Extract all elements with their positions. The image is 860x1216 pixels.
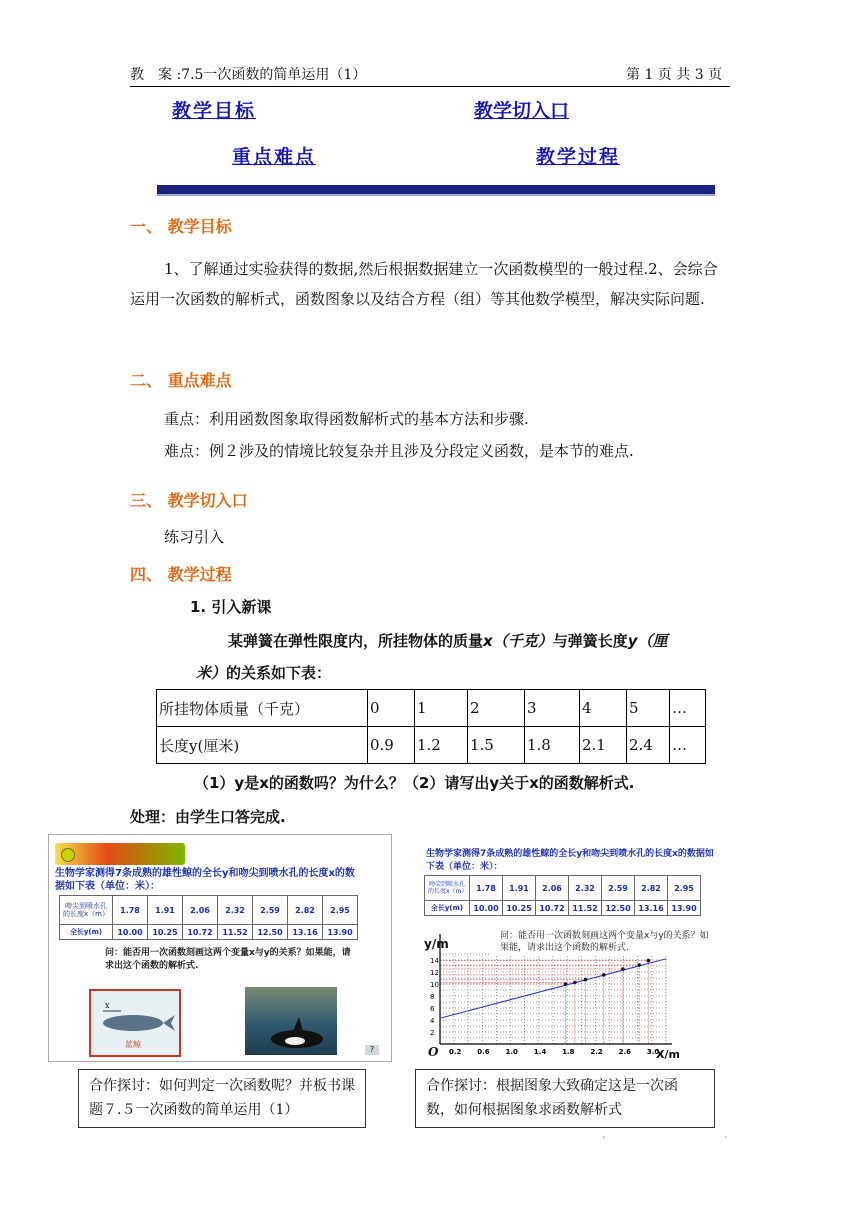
table-cell: 0 — [368, 690, 415, 727]
table-cell: 13.16 — [635, 901, 668, 916]
help-button[interactable]: ? — [365, 1045, 379, 1055]
table-cell: 12.50 — [602, 901, 635, 916]
para-var-y2: 米） — [196, 664, 227, 682]
divider-bar-shadow — [157, 194, 715, 196]
step-title: 1. 引入新课 — [190, 598, 272, 616]
x-tick-label: 0.6 — [477, 1048, 490, 1056]
slide-right-table — [424, 875, 701, 916]
nav-link-entry[interactable]: 教学切入口 — [474, 100, 570, 122]
table-cell: 10.72 — [536, 901, 569, 916]
para-text-c: 的关系如下表： — [226, 664, 332, 682]
chart-origin: O — [428, 1045, 439, 1059]
doc-header-page: 第 1 页 共 3 页 — [626, 67, 723, 83]
slide-right — [410, 844, 728, 1064]
data-point — [621, 967, 625, 971]
table-cell-label: 长度y(厘米) — [157, 727, 368, 764]
section-title-key: 二、 重点难点 — [130, 371, 232, 390]
question-text: （1）y是x的函数吗？为什么？（2）请写出y关于x的函数解析式. — [194, 774, 635, 792]
y-tick-label: 14 — [430, 957, 439, 965]
whale-image — [89, 989, 181, 1057]
section-title-entry: 三、 教学切入口 — [130, 491, 248, 510]
y-tick-label: 12 — [430, 969, 439, 977]
section-title-goals: 一、 教学目标 — [130, 217, 232, 236]
note-right: 合作探讨：根据图象大致确定这是一次函数，如何根据图象求函数解析式 — [415, 1069, 715, 1128]
table-cell: … — [670, 690, 706, 727]
x-tick-label: 2.6 — [618, 1048, 632, 1056]
table-cell: 2.95 — [668, 876, 701, 901]
spring-paragraph-line1 — [228, 626, 668, 656]
para-var-x: x（千克） — [483, 632, 553, 650]
x-tick-label: 1.0 — [505, 1048, 518, 1056]
doc-header-title: 教 案 :7.5一次函数的简单运用（1） — [130, 67, 367, 83]
table-row — [425, 876, 701, 901]
para-var-y: y（厘 — [627, 632, 668, 650]
orca-illustration — [245, 987, 337, 1055]
header-rule — [130, 86, 730, 87]
slide-right-question: 问：能否用一次函数刻画这两个变量x与y的关系？如果能，请求出这个函数的解析式. — [500, 931, 709, 953]
table-cell: 5 — [627, 690, 670, 727]
table-cell: 0.9 — [368, 727, 415, 764]
whale-caption: 蓝鲸 — [125, 1040, 141, 1049]
table-row — [425, 901, 701, 916]
table-cell: 1.78 — [470, 876, 503, 901]
slide-right-intro: 生物学家测得7条成熟的雄性鲸的全长y和吻尖到喷水孔的长度x的数据如下表（单位：米）： — [426, 849, 714, 872]
nav-link-process[interactable]: 教学过程 — [536, 146, 621, 168]
y-tick-label: 8 — [430, 993, 435, 1001]
x-tick-label: 2.2 — [590, 1048, 603, 1056]
table-row — [60, 925, 358, 940]
table-cell: 1.78 — [113, 896, 148, 925]
table-cell-label: 全长y(m) — [60, 925, 113, 940]
x-tick-label: 1.8 — [562, 1048, 575, 1056]
y-tick-label: 2 — [430, 1029, 435, 1037]
data-point — [602, 973, 606, 977]
table-cell: 2.4 — [627, 727, 670, 764]
data-point — [584, 978, 588, 982]
x-tick-label: 3.0 — [646, 1048, 660, 1056]
goals-text: 1、了解通过实验获得的数据,然后根据数据建立一次函数模型的一般过程.2、会综合运用一次函数的解析式，函数图象以及结合方程（组）等其他数学模型，解决实际问题. — [130, 260, 718, 308]
table-cell-label: 吻尖到喷水孔的长度x（m） — [60, 896, 113, 925]
key-point: 重点：利用函数图象取得函数解析式的基本方法和步骤. — [164, 410, 529, 428]
y-tick-label: 6 — [430, 1005, 435, 1013]
data-point — [573, 981, 577, 985]
chart-xlabel: X/m — [656, 1048, 680, 1061]
chart-ylabel: y/m — [424, 937, 449, 951]
table-row — [157, 690, 706, 727]
para-text-b: 与弹簧长度 — [552, 632, 628, 650]
table-cell: 1.91 — [503, 876, 536, 901]
chart-fit-line — [440, 959, 666, 1018]
table-cell: 4 — [580, 690, 627, 727]
x-tick-label: 1.4 — [533, 1048, 547, 1056]
divider-bar — [157, 185, 715, 194]
table-row — [157, 727, 706, 764]
table-cell-label: 所挂物体质量（千克） — [157, 690, 368, 727]
data-point — [647, 959, 651, 963]
table-cell: 2.32 — [569, 876, 602, 901]
data-point — [637, 963, 641, 967]
nav-link-key[interactable]: 重点难点 — [232, 146, 317, 168]
table-cell: 11.52 — [218, 925, 253, 940]
slide-left-question: 问：能否用一次函数刻画这两个变量x与y的关系？如果能，请求出这个函数的解析式. — [105, 948, 351, 971]
table-cell: 2.82 — [288, 896, 323, 925]
table-cell: 1.8 — [525, 727, 580, 764]
table-row — [60, 896, 358, 925]
table-cell: 1.91 — [148, 896, 183, 925]
bulb-icon — [61, 848, 75, 862]
slide-title-banner — [55, 843, 185, 865]
y-tick-label: 4 — [430, 1017, 435, 1025]
fit-line — [440, 959, 666, 1018]
table-cell: 2.59 — [602, 876, 635, 901]
footer-dash-right: - — [724, 1132, 728, 1143]
orca-image — [245, 987, 337, 1055]
table-cell: 13.90 — [668, 901, 701, 916]
handling-text: 处理：由学生口答完成. — [130, 808, 286, 826]
table-cell: 1 — [415, 690, 468, 727]
table-cell: 2.06 — [536, 876, 569, 901]
spring-paragraph-line2 — [196, 658, 331, 688]
table-cell: … — [670, 727, 706, 764]
table-cell: 1.5 — [468, 727, 525, 764]
table-cell: 2 — [468, 690, 525, 727]
y-tick-label: 10 — [430, 981, 439, 989]
table-cell: 2.1 — [580, 727, 627, 764]
para-text-a: 某弹簧在弹性限度内，所挂物体的质量 — [228, 632, 484, 650]
table-cell: 2.32 — [218, 896, 253, 925]
table-cell: 10.25 — [503, 901, 536, 916]
table-cell: 2.59 — [253, 896, 288, 925]
table-cell: 10.00 — [470, 901, 503, 916]
data-point — [564, 982, 568, 986]
slide-left-intro: 生物学家测得7条成熟的雄性鲸的全长y和吻尖到喷水孔的长度x的数据如下表（单位：米）： — [55, 868, 355, 892]
table-cell: 10.00 — [113, 925, 148, 940]
table-cell: 3 — [525, 690, 580, 727]
table-cell: 13.90 — [323, 925, 358, 940]
table-cell: 2.82 — [635, 876, 668, 901]
section-title-process: 四、 教学过程 — [130, 565, 232, 584]
whale-x-label: x — [105, 1001, 110, 1010]
table-cell: 2.95 — [323, 896, 358, 925]
table-cell: 11.52 — [569, 901, 602, 916]
slide-left — [48, 834, 392, 1062]
table-cell: 1.2 — [415, 727, 468, 764]
spring-data-table — [156, 689, 706, 764]
table-cell-label: 吻尖到喷水孔的长度x（m） — [425, 876, 470, 901]
table-cell: 2.06 — [183, 896, 218, 925]
table-cell: 12.50 — [253, 925, 288, 940]
note-left: 合作探讨：如何判定一次函数呢？并板书课题７.５一次函数的简单运用（1） — [78, 1069, 366, 1128]
table-cell: 13.16 — [288, 925, 323, 940]
table-cell: 10.72 — [183, 925, 218, 940]
x-tick-label: 0.2 — [449, 1048, 462, 1056]
difficult-point: 难点：例２涉及的情境比较复杂并且涉及分段定义函数，是本节的难点. — [164, 442, 634, 460]
table-cell: 10.25 — [148, 925, 183, 940]
slide-left-table — [59, 895, 358, 940]
table-cell-label: 全长y(m) — [425, 901, 470, 916]
footer-dash-left: - — [602, 1132, 606, 1143]
nav-link-goals[interactable]: 教学目标 — [172, 100, 257, 122]
entry-text: 练习引入 — [164, 528, 225, 546]
